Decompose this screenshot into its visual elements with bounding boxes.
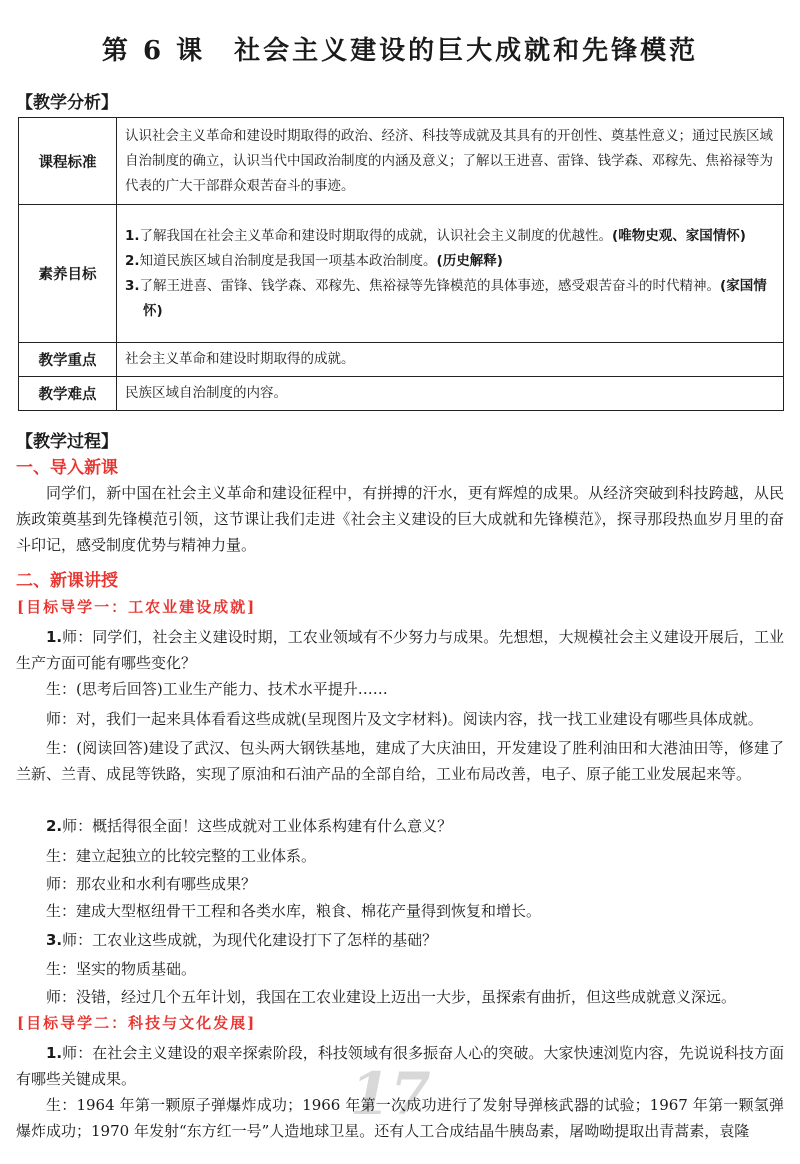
dialogue-paragraph: 生：建成大型枢纽骨干工程和各类水库，粮食、棉花产量得到恢复和增长。 bbox=[46, 902, 542, 920]
dialogue-paragraph: 2.师：概括得很全面！这些成就对工业体系构建有什么意义？ bbox=[46, 817, 453, 835]
row-content-difficulty: 民族区域自治制度的内容。 bbox=[117, 377, 784, 411]
dialogue-paragraph: 生：(思考后回答)工业生产能力、技术水平提升…… bbox=[46, 680, 388, 698]
dialogue-paragraph: 师：没错，经过几个五年计划，我国在工农业建设上迈出一大步，虽探索有曲折，但这些成就意义深远。 bbox=[46, 988, 737, 1006]
table-row-difficulty bbox=[19, 377, 784, 411]
dialogue-paragraph: 生：(阅读回答)建设了武汉、包头两大钢铁基地，建成了大庆油田，开发建设了胜利油田和大港油田等，修建了兰新、兰青、成昆等铁路，实现了原油和石油产品的全部自给，工业布局改善，电子、原子能工业发展起来等。 bbox=[16, 739, 784, 783]
row-content-key-point: 社会主义革命和建设时期取得的成就。 bbox=[117, 343, 784, 377]
dialogue-paragraph: 1.师：同学们，社会主义建设时期，工农业领域有不少努力与成果。先想想，大规模社会主义建设开展后，工业生产方面可能有哪些变化？ bbox=[16, 628, 784, 672]
row-content-standard: 认识社会主义革命和建设时期取得的政治、经济、科技等成就及其具有的开创性、奠基性意义；通过民族区域自治制度的确立，认识当代中国政治制度的内涵及意义；了解以王进喜、雷锋、钱学森、邓稼先、焦裕禄等为代表的广大干部群众艰苦奋斗的事迹。 bbox=[117, 118, 784, 205]
dialogue-paragraph: 1.师：在社会主义建设的艰辛探索阶段，科技领域有很多振奋人心的突破。大家快速浏览内容，先说说科技方面有哪些关键成果。 bbox=[16, 1044, 784, 1088]
table-row-key-point bbox=[19, 343, 784, 377]
part1-heading: 一、导入新课 bbox=[16, 458, 118, 478]
row-content-goals bbox=[117, 205, 784, 343]
dialogue-paragraph: 生：坚实的物质基础。 bbox=[46, 960, 197, 978]
table-row-standard bbox=[19, 118, 784, 205]
dialogue-paragraph: 3.师：工农业这些成就，为现代化建设打下了怎样的基础？ bbox=[46, 931, 438, 949]
page-title: 第 6 课 社会主义建设的巨大成就和先锋模范 bbox=[101, 36, 699, 66]
goal-item: 1.了解我国在社会主义革命和建设时期取得的成就，认识社会主义制度的优越性。(唯物史观、家国情怀) bbox=[125, 227, 746, 244]
part2-heading: 二、新课讲授 bbox=[16, 571, 118, 591]
row-label-goals: 素养目标 bbox=[19, 205, 117, 343]
row-label-key-point: 教学重点 bbox=[19, 343, 117, 377]
row-label-difficulty: 教学难点 bbox=[19, 377, 117, 411]
target-heading-1: [目标导学一：工农业建设成就] bbox=[17, 598, 257, 616]
analysis-table bbox=[18, 117, 784, 411]
goal-item: 2.知道民族区域自治制度是我国一项基本政治制度。(历史解释) bbox=[125, 252, 503, 269]
target-heading-2: [目标导学二：科技与文化发展] bbox=[17, 1014, 257, 1032]
dialogue-paragraph: 生：建立起独立的比较完整的工业体系。 bbox=[46, 847, 317, 865]
goal-item: 3.了解王进喜、雷锋、钱学森、邓稼先、焦裕禄等先锋模范的具体事迹，感受艰苦奋斗的时代精神。(家国情怀) bbox=[125, 277, 767, 319]
intro-paragraph: 同学们，新中国在社会主义革命和建设征程中，有拼搏的汗水，更有辉煌的成果。从经济突破到科技跨越，从民族政策奠基到先锋模范引领，这节课让我们走进《社会主义建设的巨大成就和先锋模范》，探寻那段热血岁月里的奋斗印记，感受制度优势与精神力量。 bbox=[16, 484, 784, 554]
dialogue-paragraph: 师：对，我们一起来具体看看这些成就(呈现图片及文字材料)。阅读内容，找一找工业建设有哪些具体成就。 bbox=[46, 710, 763, 728]
table-row-goals bbox=[19, 205, 784, 343]
section-heading-analysis: 【教学分析】 bbox=[16, 93, 118, 113]
section-heading-process: 【教学过程】 bbox=[16, 432, 118, 452]
page-number: 17 bbox=[350, 1060, 431, 1128]
dialogue-paragraph: 师：那农业和水利有哪些成果？ bbox=[46, 875, 257, 893]
dialogue-paragraph: 生：1964 年第一颗原子弹爆炸成功；1966 年第一次成功进行了发射导弹核武器的试验；1967 年第一颗氢弹爆炸成功；1970 年发射“东方红一号”人造地球卫星。还有人工合成结晶牛胰岛素，屠呦呦提取出青蒿素，袁隆 bbox=[16, 1096, 784, 1140]
row-label-standard: 课程标准 bbox=[19, 118, 117, 205]
